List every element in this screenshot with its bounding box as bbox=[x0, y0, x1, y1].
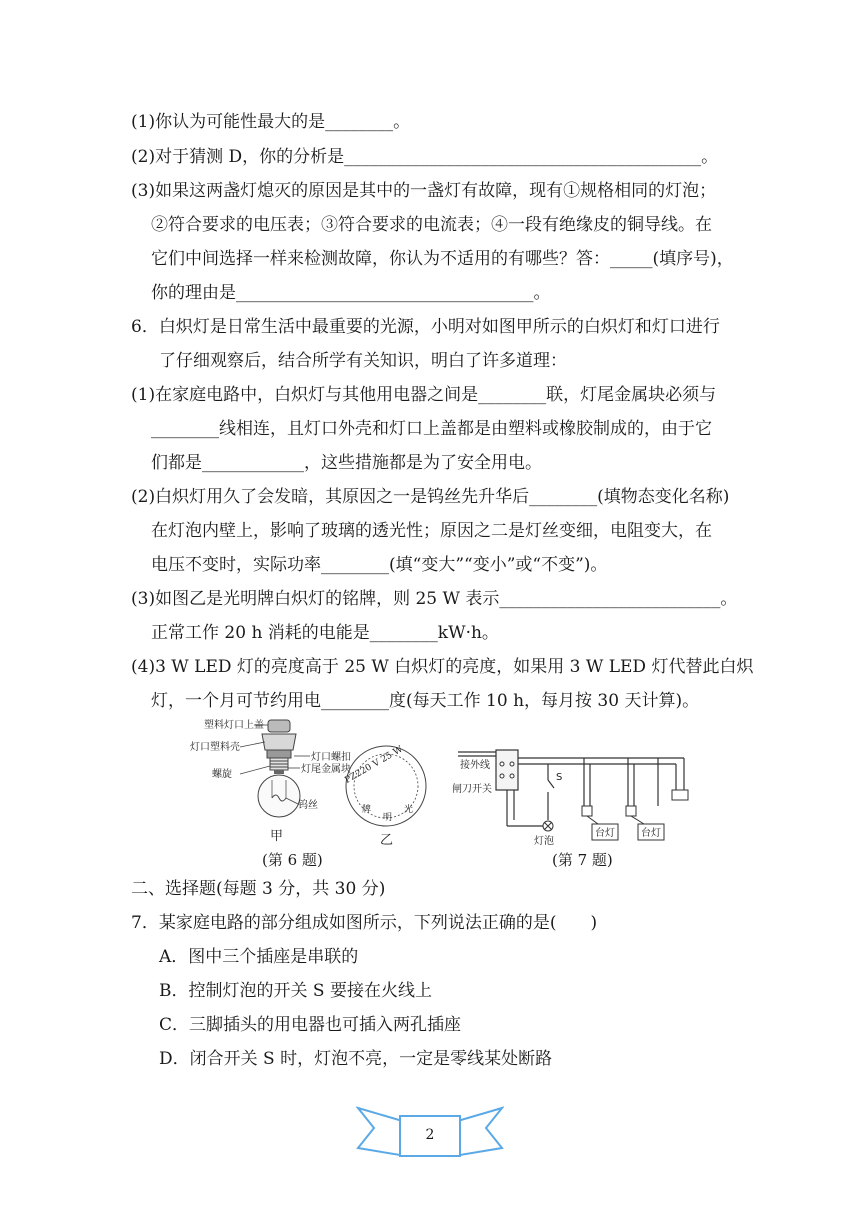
q7-option-c: C．三脚插头的用电器也可插入两孔插座 bbox=[159, 1015, 462, 1035]
label-screw: 螺旋 bbox=[212, 769, 232, 780]
lamp-holder-illustration bbox=[258, 720, 300, 817]
figure-7 bbox=[448, 746, 693, 846]
q5-part3-line1: (3)如果这两盏灯熄灭的原因是其中的一盏灯有故障，现有①规格相同的灯泡； bbox=[131, 181, 717, 201]
nameplate-brand-3: 牌 bbox=[362, 805, 372, 815]
q7-stem: 7．某家庭电路的部分组成如图所示，下列说法正确的是( ) bbox=[131, 913, 598, 933]
label-cap-top: 塑料灯口上盖 bbox=[204, 720, 264, 731]
label-filament: 钨丝 bbox=[298, 800, 318, 811]
q6-part2-line3: 电压不变时，实际功率________(填“变大”“变小”或“不变”)。 bbox=[151, 555, 608, 575]
q6-stem-line2: 了仔细观察后，结合所学有关知识，明白了许多道理： bbox=[159, 351, 567, 371]
label-shell: 灯口塑料壳 bbox=[190, 742, 240, 753]
q6-part4-line1: (4)3 W LED 灯的亮度高于 25 W 白炽灯的亮度，如果用 3 W LED 灯代替此白炽 bbox=[131, 657, 754, 677]
label-buckle: 灯口螺扣 bbox=[311, 752, 351, 763]
q6-part1-line1: (1)在家庭电路中，白炽灯与其他用电器之间是________联，灯尾金属块必须与 bbox=[131, 385, 717, 405]
section-2-heading: 二、选择题(每题 3 分，共 30 分) bbox=[131, 879, 386, 899]
label-lamp-2: 台灯 bbox=[641, 828, 661, 839]
q6-part3-line1: (3)如图乙是光明牌白炽灯的铭牌，则 25 W 表示__________________________。 bbox=[131, 589, 738, 609]
q5-part2: (2)对于猜测 D，你的分析是__________________________________________。 bbox=[131, 147, 719, 167]
page-number: 2 bbox=[425, 1127, 435, 1143]
label-bulb: 灯泡 bbox=[534, 836, 554, 846]
nameplate-brand-2: 明 bbox=[383, 813, 393, 823]
q7-option-b: B．控制灯泡的开关 S 要接在火线上 bbox=[159, 981, 432, 1001]
q5-part3-line2: ②符合要求的电压表；③符合要求的电流表；④一段有绝缘皮的铜导线。在 bbox=[151, 215, 712, 235]
q6-part1-line3: 们都是____________，这些措施都是为了安全用电。 bbox=[151, 453, 542, 473]
q5-part3-line3: 它们中间选择一样来检测故障，你认为不适用的有哪些？答：_____(填序号)， bbox=[151, 249, 734, 269]
q6-part2-line2: 在灯泡内壁上，影响了玻璃的透光性；原因之二是灯丝变细，电阻变大，在 bbox=[151, 521, 712, 541]
label-incoming: 接外线 bbox=[460, 760, 490, 771]
nameplate-text: PZ220 V 25 W bbox=[343, 744, 405, 786]
label-switch-s: S bbox=[556, 772, 563, 783]
figure-6-caption: (第 6 题) bbox=[262, 851, 323, 869]
q6-part4-line2: 灯，一个月可节约用电________度(每天工作 10 h，每月按 30 天计算)。 bbox=[151, 691, 700, 711]
figure-6 bbox=[190, 714, 450, 850]
q5-part1: (1)你认为可能性最大的是________。 bbox=[131, 112, 411, 132]
q6-part3-line2: 正常工作 20 h 消耗的电能是________kW·h。 bbox=[151, 623, 499, 643]
label-yi: 乙 bbox=[380, 833, 394, 848]
q7-option-a: A．图中三个插座是串联的 bbox=[159, 947, 359, 967]
label-lamp-1: 台灯 bbox=[595, 828, 615, 839]
label-knife-switch: 闸刀开关 bbox=[452, 784, 492, 795]
nameplate-brand-1: 光 bbox=[404, 805, 414, 815]
label-tail: 灯尾金属块 bbox=[301, 764, 351, 775]
q5-part3-line4: 你的理由是___________________________________。 bbox=[151, 283, 551, 303]
q6-part1-line2: ________线相连，且灯口外壳和灯口上盖都是由塑料或橡胶制成的，由于它 bbox=[151, 419, 712, 439]
figure-7-caption: (第 7 题) bbox=[552, 851, 613, 869]
q6-stem-line1: 6．白炽灯是日常生活中最重要的光源，小明对如图甲所示的白炽灯和灯口进行 bbox=[131, 317, 720, 337]
nameplate-illustration bbox=[343, 744, 426, 826]
q7-option-d: D．闭合开关 S 时，灯泡不亮，一定是零线某处断路 bbox=[159, 1049, 553, 1069]
q6-part2-line1: (2)白炽灯用久了会发暗，其原因之一是钨丝先升华后________(填物态变化名称) bbox=[131, 487, 730, 507]
label-jia: 甲 bbox=[270, 829, 284, 844]
